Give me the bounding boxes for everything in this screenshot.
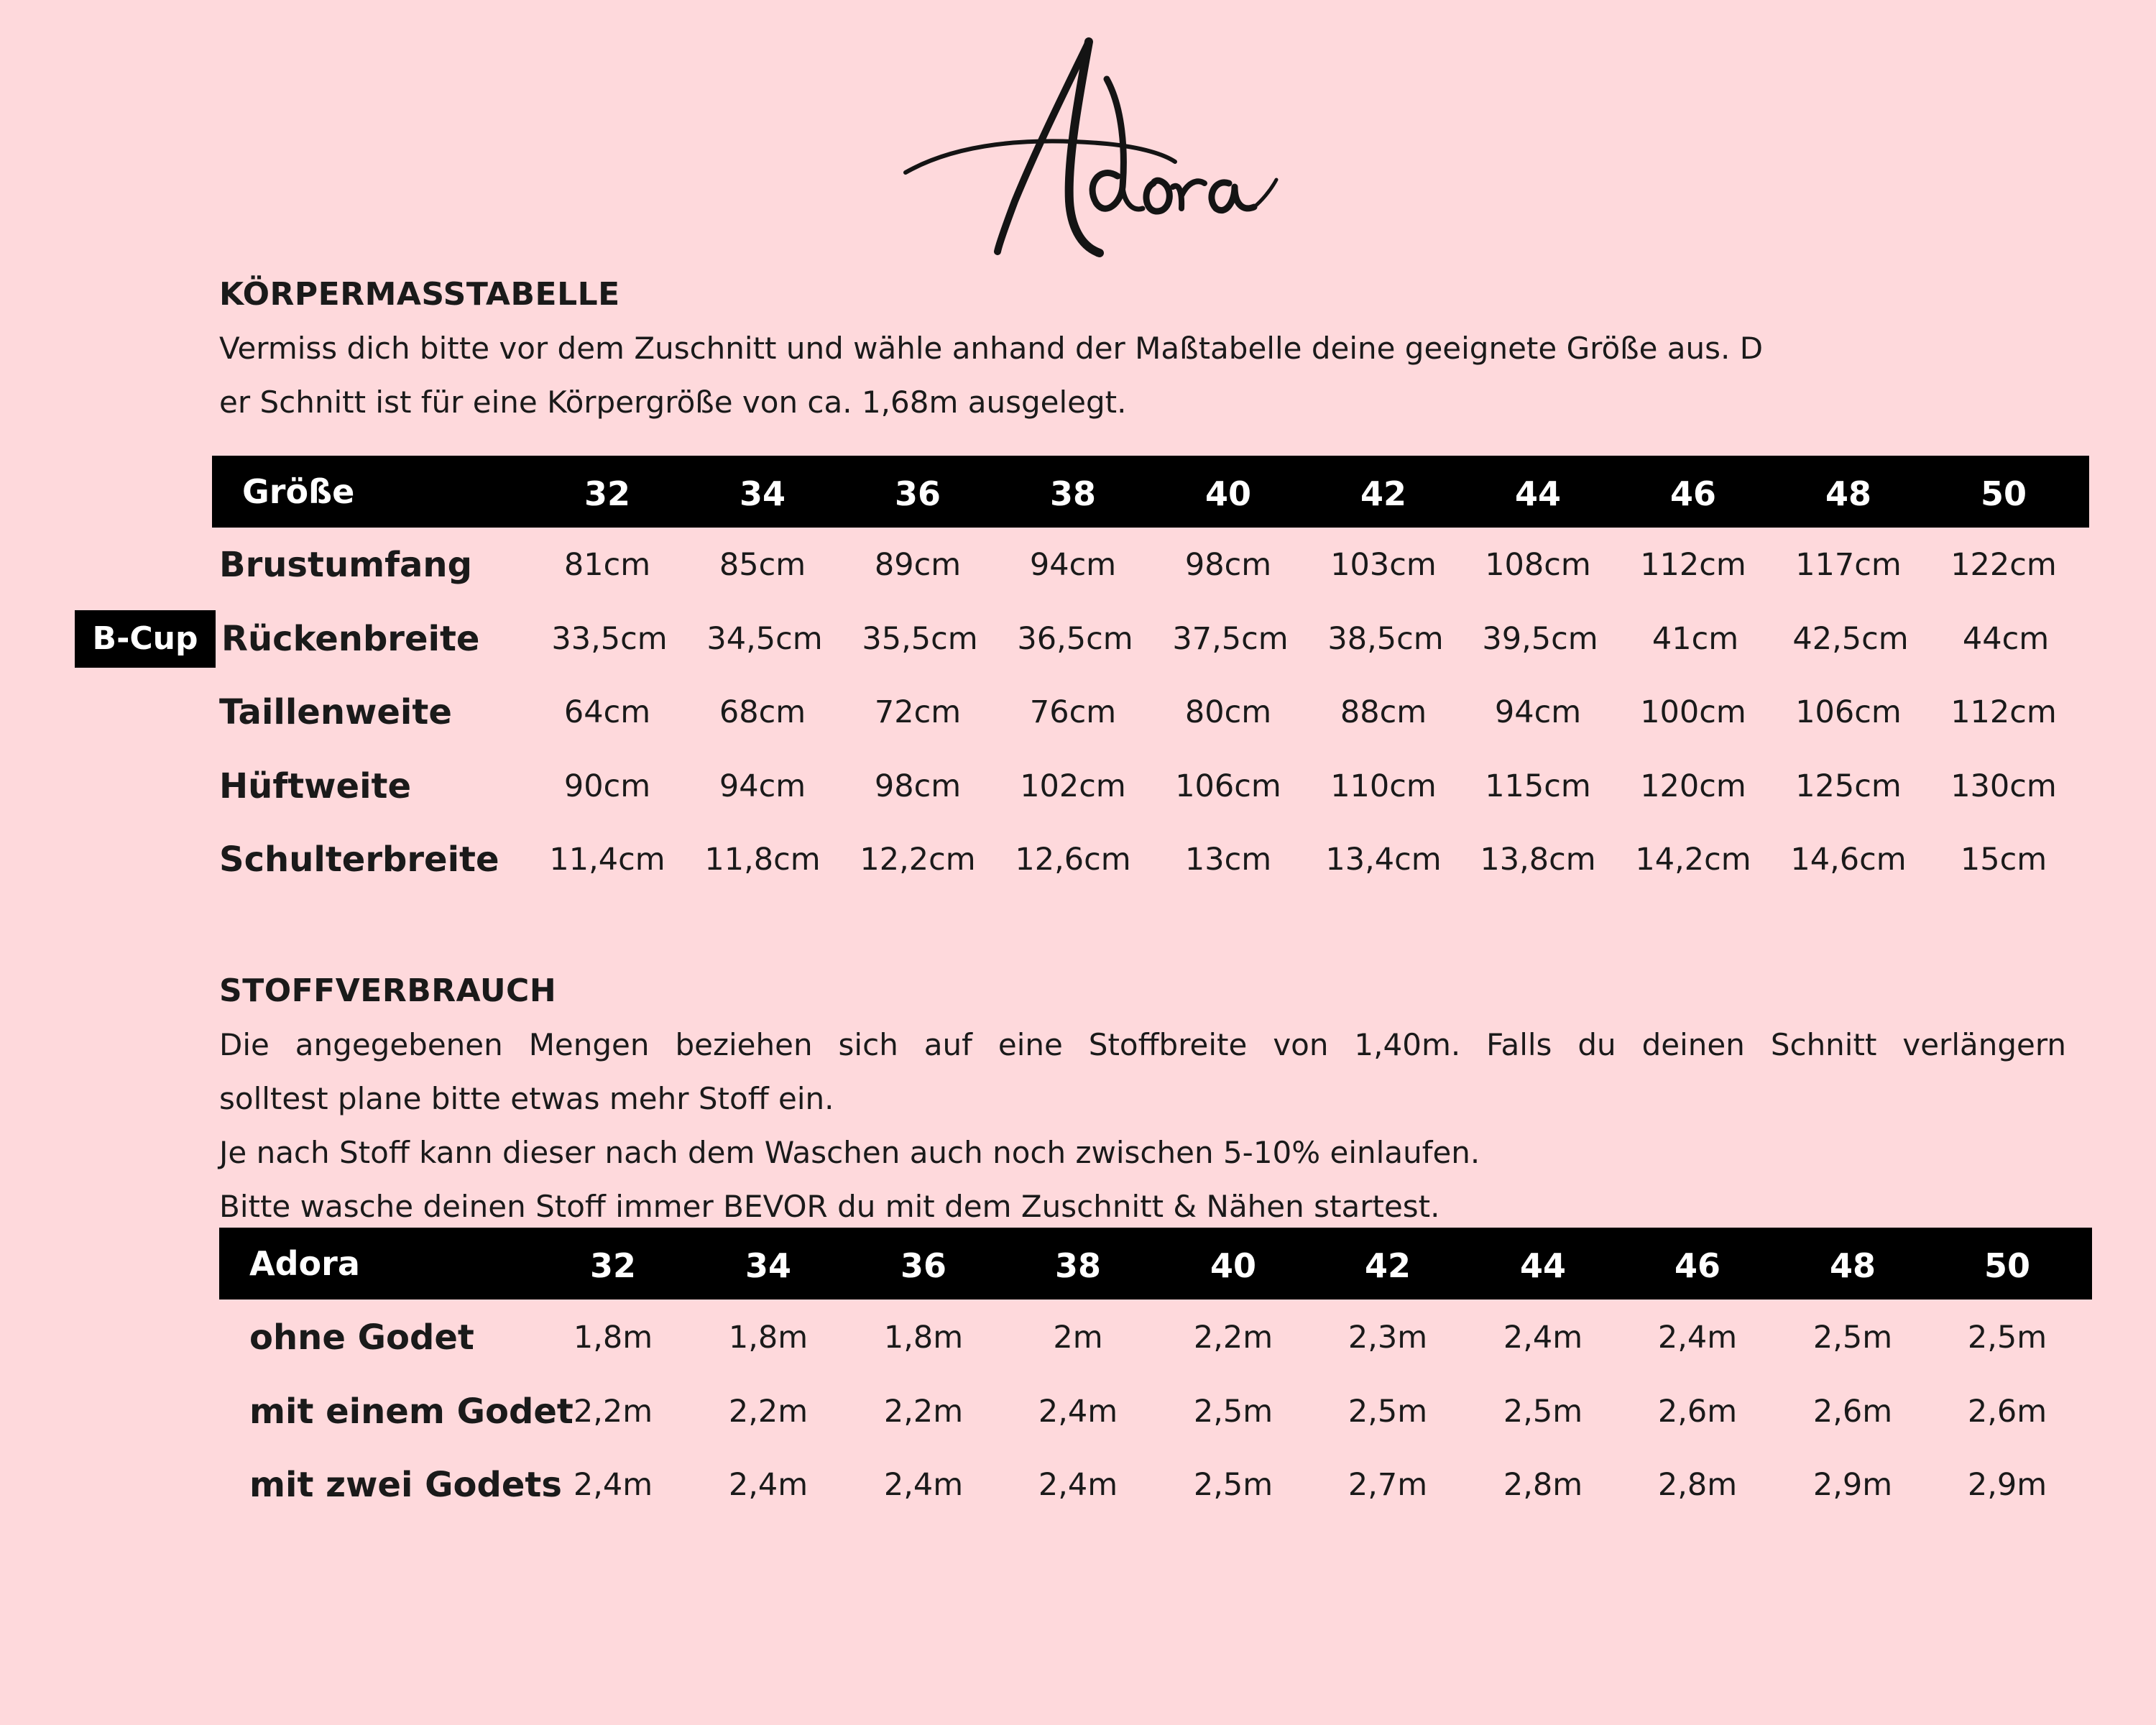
table-cell: 102cm <box>1020 768 1126 804</box>
table-cell: 38,5cm <box>1327 621 1444 657</box>
table-cell: 2,5m <box>1812 1320 1893 1356</box>
table-cell: 94cm <box>1494 694 1582 730</box>
table-cell: 122cm <box>1950 547 2057 583</box>
table-cell: 2,4m <box>728 1467 808 1503</box>
table-cell: 125cm <box>1795 768 1902 804</box>
table-cell: 2,5m <box>1503 1394 1583 1430</box>
table-cell: 94cm <box>1029 547 1117 583</box>
row-label: mit einem Godet <box>249 1392 573 1432</box>
size-header-cell: 40 <box>1210 1246 1256 1285</box>
row-label: mit zwei Godets <box>249 1465 562 1505</box>
size-header-cell: 38 <box>1054 1246 1101 1285</box>
table-cell: 39,5cm <box>1482 621 1598 657</box>
size-header-cell: 44 <box>1514 474 1561 513</box>
table-cell: 64cm <box>563 694 651 730</box>
table-cell: 112cm <box>1640 547 1746 583</box>
table-cell: 2,8m <box>1657 1467 1738 1503</box>
size-header-cell: 48 <box>1825 474 1871 513</box>
size-header-cell: 50 <box>1980 474 2027 513</box>
size-header-cell: 40 <box>1204 474 1251 513</box>
description-line: Vermiss dich bitte vor dem Zuschnitt und wähle anhand der Maßtabelle deine geeignete Größe aus. D <box>219 331 1764 366</box>
table-cell: 12,2cm <box>860 842 976 878</box>
table-row <box>0 831 2156 888</box>
table-cell: 76cm <box>1029 694 1117 730</box>
table-cell: 130cm <box>1950 768 2057 804</box>
table-cell: 120cm <box>1640 768 1746 804</box>
table-cell: 94cm <box>719 768 806 804</box>
row-label: Brustumfang <box>219 545 472 585</box>
table-cell: 88cm <box>1340 694 1427 730</box>
table-cell: 2,5m <box>1193 1467 1273 1503</box>
table-row <box>0 610 2156 668</box>
table-cell: 2,5m <box>1348 1394 1428 1430</box>
table-cell: 81cm <box>563 547 651 583</box>
table-cell: 106cm <box>1795 694 1902 730</box>
table-row <box>0 758 2156 815</box>
table-cell: 80cm <box>1184 694 1272 730</box>
table-row <box>0 1456 2156 1514</box>
size-header-cell: 44 <box>1519 1246 1566 1285</box>
table-cell: 72cm <box>874 694 962 730</box>
table-cell: 89cm <box>874 547 962 583</box>
table-cell: 2,6m <box>1812 1394 1893 1430</box>
fabric-usage-description <box>219 1018 2066 1233</box>
b-cup-badge: B-Cup <box>75 610 216 668</box>
description-line: Bitte wasche deinen Stoff immer BEVOR du mit dem Zuschnitt & Nähen startest. <box>219 1189 1440 1224</box>
table-cell: 117cm <box>1795 547 1902 583</box>
table-cell: 37,5cm <box>1172 621 1289 657</box>
table-cell: 2,2m <box>883 1394 964 1430</box>
table-cell: 12,6cm <box>1015 842 1131 878</box>
table-cell: 2,4m <box>1657 1320 1738 1356</box>
description-line: Je nach Stoff kann dieser nach dem Waschen auch noch zwischen 5-10% einlaufen. <box>219 1135 1480 1170</box>
table-cell: 98cm <box>874 768 962 804</box>
table-cell: 106cm <box>1175 768 1281 804</box>
table-cell: 13cm <box>1184 842 1272 878</box>
table-cell: 2,6m <box>1967 1394 2047 1430</box>
body-measurements-heading: KÖRPERMASSTABELLE <box>219 276 620 313</box>
table-cell: 42,5cm <box>1792 621 1909 657</box>
table-cell: 103cm <box>1330 547 1437 583</box>
table-cell: 68cm <box>719 694 806 730</box>
table-cell: 14,6cm <box>1790 842 1907 878</box>
table-row <box>0 684 2156 741</box>
size-header-label: Größe <box>242 472 355 511</box>
fabric-header-label: Adora <box>249 1244 360 1283</box>
adora-logo <box>891 36 1279 266</box>
table-cell: 2,6m <box>1657 1394 1738 1430</box>
size-header-cell: 46 <box>1674 1246 1720 1285</box>
size-header-cell: 36 <box>894 474 941 513</box>
table-cell: 90cm <box>563 768 651 804</box>
table-cell: 1,8m <box>883 1320 964 1356</box>
size-header-bar <box>212 456 2089 528</box>
table-cell: 2,4m <box>883 1467 964 1503</box>
table-cell: 2,2m <box>728 1394 808 1430</box>
table-cell: 33,5cm <box>551 621 668 657</box>
size-header-cell: 34 <box>739 474 786 513</box>
row-label: Schulterbreite <box>219 840 499 880</box>
table-cell: 115cm <box>1485 768 1591 804</box>
row-label: Rückenbreite <box>221 619 480 659</box>
table-cell: 2,2m <box>1193 1320 1273 1356</box>
table-cell: 2,7m <box>1348 1467 1428 1503</box>
table-cell: 1,8m <box>573 1320 653 1356</box>
size-header-cell: 42 <box>1360 474 1406 513</box>
fabric-header-bar <box>219 1228 2092 1300</box>
table-cell: 2,4m <box>573 1467 653 1503</box>
fabric-usage-heading: STOFFVERBRAUCH <box>219 972 557 1009</box>
table-cell: 2m <box>1053 1320 1103 1356</box>
table-cell: 2,4m <box>1038 1394 1118 1430</box>
table-cell: 98cm <box>1184 547 1272 583</box>
table-row <box>0 1309 2156 1366</box>
table-cell: 108cm <box>1485 547 1591 583</box>
table-cell: 2,4m <box>1503 1320 1583 1356</box>
table-cell: 2,3m <box>1348 1320 1428 1356</box>
table-cell: 34,5cm <box>706 621 823 657</box>
table-cell: 44cm <box>1962 621 2050 657</box>
size-header-cell: 34 <box>745 1246 791 1285</box>
table-cell: 36,5cm <box>1017 621 1133 657</box>
table-cell: 100cm <box>1640 694 1746 730</box>
description-line: solltest plane bitte etwas mehr Stoff ein. <box>219 1081 834 1116</box>
table-cell: 2,4m <box>1038 1467 1118 1503</box>
row-label: Taillenweite <box>219 692 452 732</box>
table-cell: 13,8cm <box>1480 842 1596 878</box>
table-cell: 11,4cm <box>549 842 665 878</box>
body-measurements-description <box>219 321 1763 429</box>
table-cell: 11,8cm <box>704 842 821 878</box>
description-line: er Schnitt ist für eine Körpergröße von ca. 1,68m ausgelegt. <box>219 385 1127 420</box>
size-header-cell: 48 <box>1829 1246 1876 1285</box>
description-line: Die angegebenen Mengen beziehen sich auf eine Stoffbreite von 1,40m. Falls du deinen Schnitt verlängern <box>219 1027 2066 1062</box>
table-cell: 110cm <box>1330 768 1437 804</box>
size-header-cell: 32 <box>584 474 630 513</box>
table-cell: 2,9m <box>1812 1467 1893 1503</box>
table-cell: 2,5m <box>1193 1394 1273 1430</box>
size-header-cell: 38 <box>1049 474 1096 513</box>
table-row <box>0 1383 2156 1440</box>
table-cell: 2,8m <box>1503 1467 1583 1503</box>
size-header-cell: 46 <box>1669 474 1716 513</box>
row-label: Hüftweite <box>219 766 412 806</box>
table-cell: 35,5cm <box>862 621 978 657</box>
table-cell: 2,9m <box>1967 1467 2047 1503</box>
size-header-cell: 50 <box>1984 1246 2030 1285</box>
table-cell: 2,2m <box>573 1394 653 1430</box>
row-label: ohne Godet <box>249 1317 474 1358</box>
table-cell: 13,4cm <box>1325 842 1442 878</box>
size-header-cell: 36 <box>900 1246 946 1285</box>
size-header-cell: 42 <box>1364 1246 1411 1285</box>
size-header-cell: 32 <box>589 1246 636 1285</box>
table-cell: 1,8m <box>728 1320 808 1356</box>
table-cell: 15cm <box>1960 842 2047 878</box>
table-cell: 85cm <box>719 547 806 583</box>
table-cell: 112cm <box>1950 694 2057 730</box>
table-cell: 14,2cm <box>1635 842 1751 878</box>
table-row <box>0 536 2156 594</box>
table-cell: 41cm <box>1651 621 1739 657</box>
table-cell: 2,5m <box>1967 1320 2047 1356</box>
